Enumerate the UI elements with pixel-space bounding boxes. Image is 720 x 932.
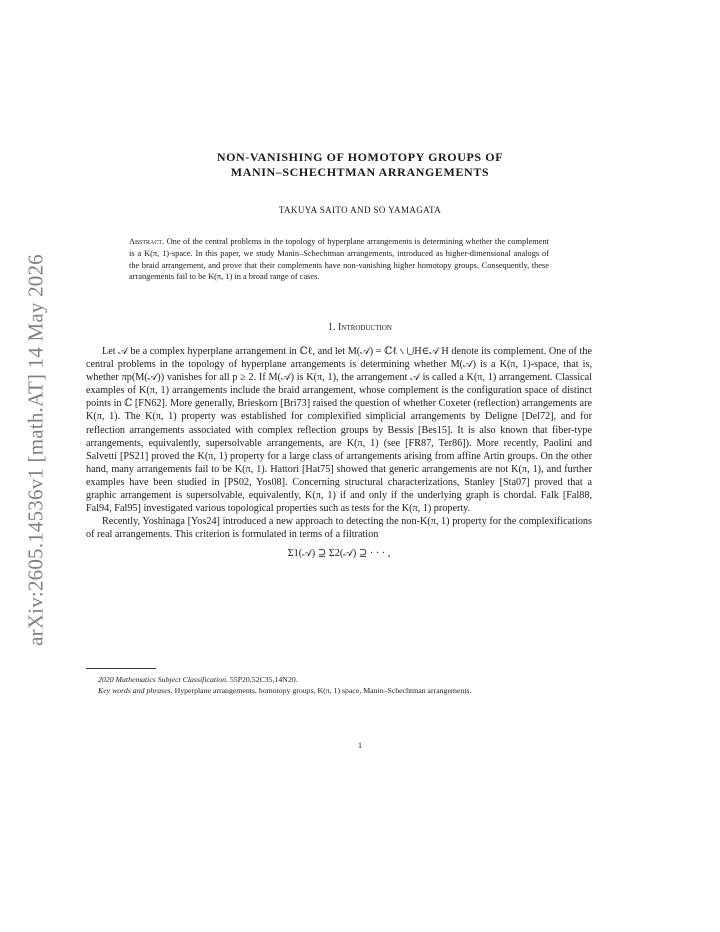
paragraph-1: Let 𝒜 be a complex hyperplane arrangement in ℂℓ, and let M(𝒜) = ℂℓ ∖ ⋃H∈𝒜 H denote its complement. One of the central problems in the topology of hyperplane arrangements is determining whether M(𝒜) is a K(π, 1)-space, that is, whether πp(M(𝒜)) vanishes for all p ≥ 2. If M(𝒜) is K(π, 1), the arrangement 𝒜 is called a K(π, 1) arrangement. Classical examples of K(π, 1) arrangements include the braid arrangement, whose complement is the configuration space of distinct points in ℂ [FN62]. More generally, Brieskorn [Bri73] raised the question of whether Coxeter (reflection) arrangements are K(π, 1). The K(π, 1) property was established for complexified simplicial arrangements by Deligne [Del72], and for reflection arrangements associated with complex reflection groups by Bessis [Bes15]. It is also known that fiber-type arrangements, equivalently, supersolvable arrangements, are K(π, 1) (see [FR87, Ter86]). More recently, Paolini and Salvetti [PS21] proved the K(π, 1) property for a large class of arrangements arising from affine Artin groups. On the other hand, many arrangements fail to be K(π, 1). Hattori [Hat75] showed that generic arrangements are not K(π, 1), and further examples have been studied in [PS02, Yos08]. Concerning structural characterizations, Stanley [Sta07] proved that a graphic arrangement is supersolvable, equivalently, K(π, 1) if and only if the underlying graph is chordal. Falk [Fal88, Fal94, Fal95] investigated various topological properties such as tests for the K(π, 1) property. xyxy=(86,346,592,515)
footnote-msc-label: 2020 Mathematics Subject Classification. xyxy=(98,675,228,684)
arxiv-side-stamp xyxy=(18,240,54,660)
paragraph-2: Recently, Yoshinaga [Yos24] introduced a new approach to detecting the non-K(π, 1) property for the complexifications of real arrangements. This criterion is formulated in terms of a filtration xyxy=(86,516,592,541)
page-number: 1 xyxy=(358,741,362,750)
footnote-keywords-label: Key words and phrases. xyxy=(98,686,173,695)
arxiv-identifier: arXiv:2605.14536v1 [math.AT] 14 May 2026 xyxy=(23,254,48,646)
display-equation: Σ1(𝒜) ⊇ Σ2(𝒜) ⊇ · · · , xyxy=(287,548,391,560)
footnotes xyxy=(86,674,592,696)
body-text xyxy=(86,345,592,561)
paper-title xyxy=(120,150,600,180)
title-line-1: NON-VANISHING OF HOMOTOPY GROUPS OF xyxy=(216,150,504,164)
abstract-label: Abstract. xyxy=(129,237,165,246)
footnote-keywords-text: Hyperplane arrangements, homotopy groups, K(π, 1) space, Manin–Schechtman arrangements. xyxy=(174,686,472,695)
footnote-rule xyxy=(86,668,156,669)
author-list: TAKUYA SAITO AND SO YAMAGATA xyxy=(278,205,442,215)
footnote-msc xyxy=(86,674,592,685)
title-line-2: MANIN–SCHECHTMAN ARRANGEMENTS xyxy=(230,165,490,179)
section-heading xyxy=(120,322,600,333)
abstract xyxy=(129,236,549,283)
footnote-keywords xyxy=(86,685,592,696)
abstract-text: One of the central problems in the topology of hyperplane arrangements is determining whether the complement is a K(π, 1)-space. In this paper, we study Manin–Schechtman arrangements, introduced as higher-dimensional analogs of the braid arrangement, and prove that their complements have non-vanishing higher homotopy groups. Consequently, these arrangements fail to be K(π, 1) in a broad range of cases. xyxy=(129,237,549,282)
footnote-msc-text: 55P20,52C35,14N20. xyxy=(229,675,298,684)
section-heading-text: 1. Introduction xyxy=(328,322,392,333)
